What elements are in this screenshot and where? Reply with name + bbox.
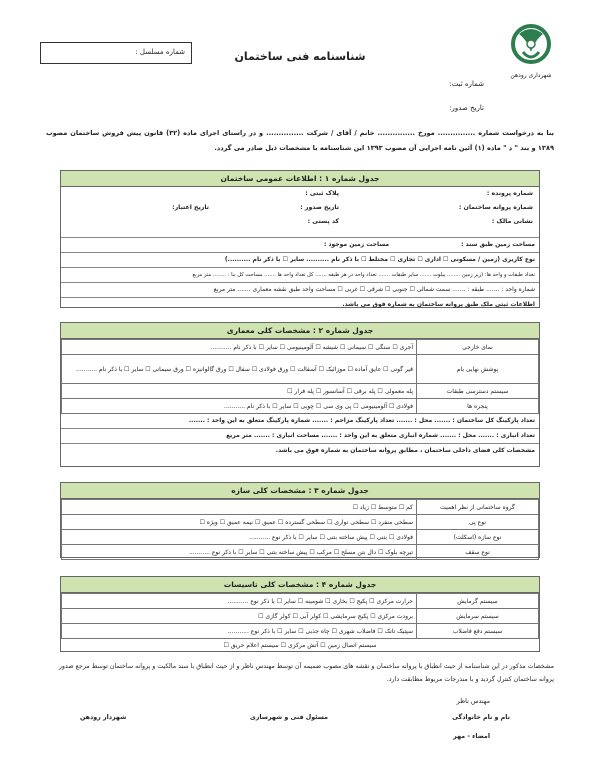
floors-row[interactable]: تعداد طبقات و واحد ها: (زیر زمین ........ پیلوت ....... سایر طبقات ....... تعداد واحد در هر طبقه ....... کل تعداد واحد ها ....... مساحت کل بنا : ........ متر مربع <box>61 267 539 282</box>
row-options[interactable]: پله معمولی ☐ پله برقی ☐ آسانسور ☐ پله فرار ☐ <box>62 384 417 399</box>
table-row <box>62 624 539 639</box>
row-options[interactable]: آجری ☐ سنگی ☐ سیمانی ☐ شیشه ☐ آلومینیومی ☐ سایر ☐ با ذکر نام ........... <box>62 340 417 355</box>
row-label: سیستم دسترسی طبقات <box>417 384 539 399</box>
deed-area-field[interactable]: مساحت زمین طبق سند : <box>461 241 535 248</box>
mayor-label: شهردار رودهن <box>80 714 127 721</box>
section-1-title: جدول شماره ۱ : اطلاعات عمومی ساختمان <box>61 171 539 187</box>
row-options[interactable]: کم ☐ متوسط ☐ زیاد ☐ <box>62 500 417 515</box>
table-row <box>62 530 539 545</box>
row-label: سیستم دفع فاضلاب <box>417 624 539 639</box>
row-options[interactable]: فولادی ☐ آلومینیومی ☐ پی وی سی ☐ چوبی ☐ سایر ☐ با ذکر نام ........... <box>62 399 417 414</box>
current-area-field[interactable]: مساحت زمین موجود : <box>323 241 390 248</box>
row-label: گروه ساختمانی از نظر اهمیت <box>417 500 539 515</box>
row-label: نمای خارجی <box>417 340 539 355</box>
architecture-table <box>61 339 539 414</box>
verification-note: مشخصات مذکور در این شناسنامه از حیث انطباق با پروانه ساختمان و نقشه های مصوب ضمیمه آن توسط مهندس ناظر و از حیث انطباق با سند مالکیت و پروانه ساختمان توسط مرجع صدور پروانه ساختمان کنترل گردید و با مندرجات مربوط مطابقت دارد. <box>58 663 554 683</box>
serial-number-box[interactable] <box>40 42 192 64</box>
plate-field[interactable]: پلاک ثبتی : <box>305 190 339 197</box>
section-3-title: جدول شماره ۳ : مشخصات کلی سازه <box>61 483 539 499</box>
table-row <box>62 340 539 355</box>
row-options[interactable]: سپتیک تانک ☐ فاضلاب شهری ☐ چاه جذبی ☐ سایر ☐ با ذکر نوع ........... <box>62 624 417 639</box>
installations-table <box>61 593 539 639</box>
table-row <box>62 384 539 399</box>
section-1-fields <box>61 187 539 238</box>
row-label: سیستم سرمایش <box>417 609 539 624</box>
section-installations <box>60 576 540 652</box>
storage-row[interactable]: تعداد انباری : ....... محل : ....... شماره انباری متعلق به این واحد : ....... مساحت انباری : ....... متر مربع <box>61 428 539 443</box>
section-architecture <box>60 322 540 467</box>
engineer-title: مهندس ناظر <box>456 698 490 705</box>
engineer-name-label: نام و نام خانوادگی <box>452 714 510 721</box>
row-options[interactable]: قیر گونی ☐ عایق آماده ☐ موزائیک ☐ آسفالت ☐ ورق فولادی ☐ سفال ☐ ورق گالوانیزه ☐ ورق سیمانی ☐ سایر ☐ با ذکر نام ........... <box>62 355 417 384</box>
row-options[interactable]: سطحی منفرد ☐ سطحی نواری ☐ سطحی گسترده ☐ عمیق ☐ نیمه عمیق ☐ ویژه ☐ <box>62 515 417 530</box>
row-label: پوشش نهایی بام <box>417 355 539 384</box>
table-row <box>62 500 539 515</box>
postal-code-field[interactable]: کد پستی : <box>307 218 339 225</box>
section-2-title: جدول شماره ۲ : مشخصات کلی معماری <box>61 323 539 339</box>
row-options[interactable]: تیرچه بلوک ☐ دال بتن مسلح ☐ مرکب ☐ پیش ساخته بتنی ☐ سایر ☐ با ذکر نوع ........... <box>62 545 417 560</box>
registration-number-label: شماره ثبت: <box>449 80 484 88</box>
land-area-row <box>61 238 539 252</box>
permit-issue-date-field[interactable]: تاریخ صدور : <box>300 204 339 211</box>
row-label: نوع سازه (اسکلت) <box>417 530 539 545</box>
validity-date-field[interactable]: تاریخ اعتبار: <box>172 204 209 211</box>
org-caption: شهرداری رودهن <box>510 72 552 79</box>
page-title: شناسنامه فنی ساختمان <box>234 50 366 63</box>
serial-number-label: شماره مسلسل : <box>135 48 185 56</box>
engineer-seal-label: امضاء - مهر <box>453 733 490 740</box>
section-2-footer: مشخصات کلی فضای داخلی ساختمان ، مطابق پروانه ساختمان به شماره فوق می باشد. <box>61 443 539 458</box>
row-options[interactable]: برودت مرکزی ☐ پکیج سرمایشی ☐ کولر آبی ☐ کولر گازی ☐ <box>62 609 417 624</box>
section-4-title: جدول شماره ۴ : مشخصات کلی تاسیسات <box>61 577 539 593</box>
issue-date-label: تاریخ صدور: <box>449 104 484 112</box>
table-row <box>62 545 539 560</box>
unit-row[interactable]: شماره واحد : ....... طبقه : ....... سمت شمالی ☐ جنوبی ☐ شرقی ☐ غربی ☐ مساحت واحد طبق نقشه معماری ....... متر مربع <box>61 282 539 297</box>
fire-system-row[interactable]: سیستم اتصال زمین ☐ آتش مرکزی ☐ سیستم اعلام حریق ☐ <box>223 642 377 649</box>
usage-row[interactable]: نوع کاربری (زمین / مسکونی ☐ اداری ☐ تجاری ☐ مختلط ☐ با ذکر نام .......... سایر ☐ با ذکر نام ..........) <box>61 252 539 267</box>
table-row <box>62 609 539 624</box>
structure-table <box>61 499 539 560</box>
logo-emblem-icon <box>509 22 553 70</box>
section-structure <box>60 482 540 558</box>
technical-officer-label: مسئول فنی و شهرسازی <box>250 714 329 721</box>
case-number-field[interactable]: شماره پرونده : <box>486 190 533 197</box>
row-label: نوع سقف <box>417 545 539 560</box>
row-label: سیستم گرمایش <box>417 594 539 609</box>
table-row <box>62 355 539 384</box>
municipality-logo <box>500 22 562 92</box>
table-row <box>62 515 539 530</box>
owner-address-field[interactable]: نشانی مالک : <box>491 218 533 225</box>
table-row <box>62 594 539 609</box>
row-label: نوع پی <box>417 515 539 530</box>
permit-number-field[interactable]: شماره پروانه ساختمان : <box>458 204 533 211</box>
row-options[interactable]: حرارت مرکزی ☐ پکیج ☐ بخاری ☐ شومینه ☐ سایر ☐ با ذکر نوع ........... <box>62 594 417 609</box>
row-label: پنجره ها <box>417 399 539 414</box>
parking-row[interactable]: تعداد پارکینگ کل ساختمان : ....... محل : ....... تعداد پارکینگ مزاحم : ....... شماره پارکینگ متعلق به این واحد : ....... <box>188 417 535 424</box>
table-row <box>62 399 539 414</box>
section-1-footer: اطلاعات ثبتی ملک طبق پروانه ساختمان به شماره فوق می باشد. <box>61 297 539 312</box>
intro-paragraph: بنا به درخواست شماره ............... مورخ ............... خانم / آقای / شرکت ............... و در راستای اجرای ماده (۳۲) قانون پیش فروش ساختمان مصوب ۱۳۸۹ و بند " د " ماده (۱) آئین نامه اجرایی آن مصوب ۱۳۹۳ این شناسنامه با مشخصات ذیل صادر می گردد. <box>46 129 554 152</box>
row-options[interactable]: فولادی ☐ بتنی ☐ پیش ساخته بتنی ☐ سایر ☐ با ذکر نوع ........... <box>62 530 417 545</box>
section-general-info <box>60 170 540 308</box>
